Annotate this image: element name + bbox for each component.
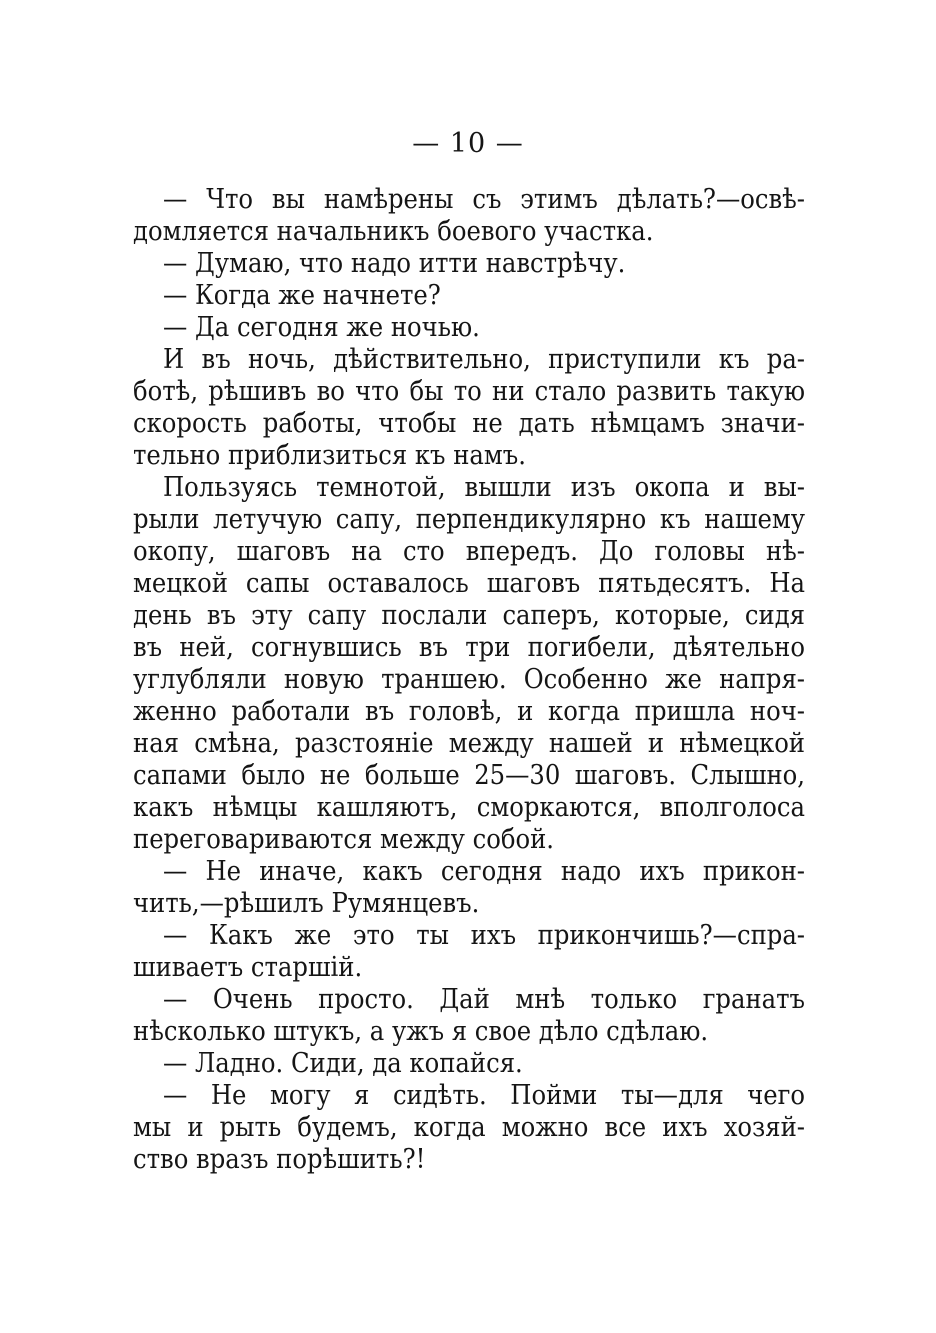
body-text — [133, 184, 805, 1176]
text-line: ботѣ, рѣшивъ во что бы то ни стало развить такую — [133, 376, 805, 407]
text-line: — Думаю, что надо итти навстрѣчу. — [163, 248, 626, 279]
text-line: домляется начальникъ боевого участка. — [133, 216, 654, 247]
text-line: углубляли новую траншею. Особенно же напря- — [133, 664, 805, 695]
text-line: — Что вы намѣрены съ этимъ дѣлать?—освѣ- — [163, 184, 805, 215]
text-line: чить,—рѣшилъ Румянцевъ. — [133, 888, 480, 919]
text-line: сапами было не больше 25—30 шаговъ. Слышно, — [133, 760, 805, 791]
text-line: переговариваются между собой. — [133, 824, 554, 855]
text-line: Пользуясь темнотой, вышли изъ окопа и вы- — [163, 472, 805, 503]
text-line: скорость работы, чтобы не дать нѣмцамъ значи- — [133, 408, 805, 439]
text-line: И въ ночь, дѣйствительно, приступили къ ра- — [163, 344, 805, 375]
text-line: шиваетъ старшій. — [133, 952, 363, 983]
text-line: — Не могу я сидѣть. Пойми ты—для чего — [163, 1080, 805, 1111]
text-line: — Ладно. Сиди, да копайся. — [163, 1048, 523, 1079]
text-line: — Когда же начнете? — [163, 280, 441, 311]
text-line: окопу, шаговъ на сто впередъ. До головы нѣ- — [133, 536, 805, 567]
text-line: какъ нѣмцы кашляютъ, сморкаются, вполголоса — [133, 792, 805, 823]
text-line: нѣсколько штукъ, а ужъ я свое дѣло сдѣлаю. — [133, 1016, 709, 1047]
text-line: мы и рыть будемъ, когда можно все ихъ хозяй- — [133, 1112, 805, 1143]
text-line: женно работали въ головѣ, и когда пришла ноч- — [133, 696, 805, 727]
page-number: — 10 — — [412, 128, 524, 159]
text-line: — Какъ же это ты ихъ прикончишь?—спра- — [163, 920, 805, 951]
text-line: — Очень просто. Дай мнѣ только гранатъ — [163, 984, 805, 1015]
text-line: въ ней, согнувшись въ три погибели, дѣятельно — [133, 632, 805, 663]
text-line: ная смѣна, разстояніе между нашей и нѣмецкой — [133, 728, 805, 759]
text-line: рыли летучую сапу, перпендикулярно къ нашему — [133, 504, 805, 535]
text-line: день въ эту сапу послали саперъ, которые, сидя — [133, 600, 805, 631]
text-line: — Не иначе, какъ сегодня надо ихъ прикон- — [163, 856, 805, 887]
text-line: мецкой сапы оставалось шаговъ пятьдесятъ. На — [133, 568, 805, 599]
text-line: ство вразъ порѣшить?! — [133, 1144, 426, 1175]
text-line: тельно приблизиться къ намъ. — [133, 440, 526, 471]
text-line: — Да сегодня же ночью. — [163, 312, 480, 343]
